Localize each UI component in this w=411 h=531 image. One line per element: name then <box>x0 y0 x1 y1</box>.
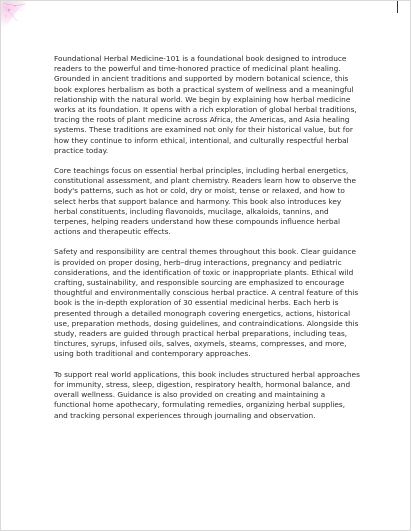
paragraph-applications: To support real world applications, this book includes structured herbal approaches for immunity, stress, sleep, digestion, respiratory health, hormonal balance, and overall wellness. Guidance is also provided on creating and maintaining a functional home apothecary, formulating remedies, organizing herbal supplies, and tracking personal experiences through journaling and observation. <box>54 369 360 420</box>
paragraph-core-teachings: Core teachings focus on essential herbal principles, including herbal energetics, constitutional assessment, and plant chemistry. Readers learn how to observe the body's patterns, such as hot or cold, dry or moist, tense or relaxed, and how to select herbs that support balance and harmony. This book also introduces key herbal constituents, including flavonoids, mucilage, alkaloids, tannins, and terpenes, helping readers understand how these compounds influence herbal actions and therapeutic effects. <box>54 166 356 237</box>
paragraph-safety: Safety and responsibility are central themes throughout this book. Clear guidance is provided on proper dosing, herb–drug interactions, pregnancy and pediatric considerations, and the identification of toxic or inappropriate plants. Ethical wild crafting, sustainability, and responsible sourcing are emphasized to encourage thoughtful and environmentally conscious herbal practice. A central feature of this book is the in-depth exploration of 30 essential medicinal herbs. Each herb is presented through a detailed monograph covering energetics, actions, historical use, preparation methods, dosing guidelines, and contraindications. Alongside this study, readers are guided through practical herbal preparations, including teas, tinctures, syrups, infused oils, salves, oxymels, steams, compresses, and more, using both traditional and contemporary approaches. <box>54 247 359 359</box>
paragraph-introduction: Foundational Herbal Medicine-101 is a foundational book designed to introduce readers to the powerful and time-honored practice of medicinal plant healing. Grounded in ancient traditions and supported by modern botanical science, this book explores herbalism as both a practical system of wellness and a meaningful relationship with the natural world. We begin by explaining how herbal medicine works at its foundation. It opens with a rich exploration of global herbal traditions, tracing the roots of plant medicine across Africa, the Americas, and Asia healing systems. These traditions are examined not only for their historical value, but for how they continue to inform ethical, intentional, and culturally respectful herbal practice today. <box>54 54 357 155</box>
margin-guide-line <box>397 1 398 13</box>
document-body <box>54 54 360 431</box>
watercolor-corner-decoration <box>1 1 41 33</box>
